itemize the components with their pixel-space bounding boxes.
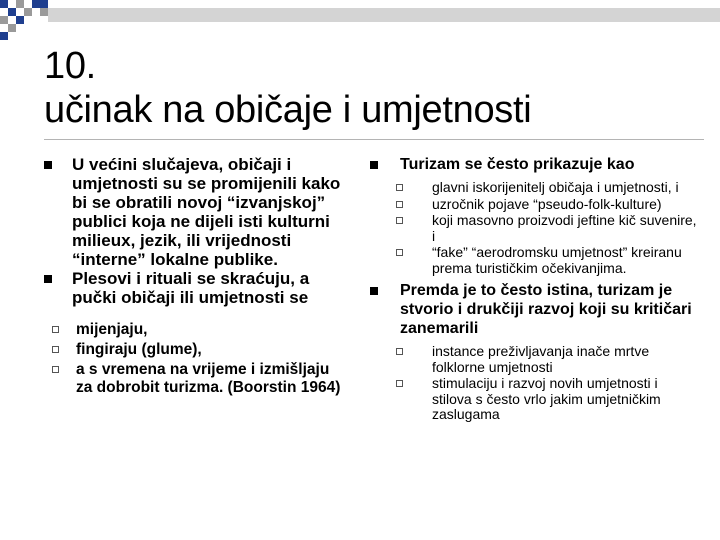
sub-bullet-text: glavni iskorijenitelj običaja i umjetnosti, i [432, 179, 679, 195]
sub-bullet-text: stimulaciju i razvoj novih umjetnosti i stilova s često vrlo jakim umjetničkim zaslugama [432, 375, 661, 422]
bullet-item [370, 155, 700, 174]
bullet-text: Premda je to često istina, turizam je stvorio i drukčiji razvoj koji su kritičari zanemarili [400, 282, 692, 337]
deco-square [16, 16, 24, 24]
bullet-item [44, 269, 349, 307]
sub-bullet-list [370, 180, 700, 276]
hollow-square-bullet-icon [396, 184, 403, 191]
sub-bullet-item [370, 197, 700, 213]
bullet-item [370, 281, 700, 338]
sub-bullet-text: “fake” “aerodromsku umjetnost” kreiranu prema turističkim očekivanjima. [432, 244, 682, 276]
hollow-square-bullet-icon [52, 346, 59, 353]
deco-square [24, 8, 32, 16]
square-bullet-icon [370, 161, 378, 169]
sub-bullet-item [370, 213, 700, 244]
square-bullet-icon [44, 275, 52, 283]
bullet-text: Turizam se često prikazuje kao [400, 156, 635, 173]
sub-bullet-text: koji masovno proizvodi jeftine kič suvenire, i [432, 212, 697, 244]
sub-bullet-item [44, 341, 349, 359]
title-divider [44, 139, 704, 140]
hollow-square-bullet-icon [396, 348, 403, 355]
deco-square [0, 16, 8, 24]
sub-bullet-item [370, 245, 700, 276]
deco-square [40, 8, 48, 16]
deco-square [32, 0, 40, 8]
sub-bullet-item [44, 361, 349, 397]
sub-bullet-list [44, 321, 349, 397]
hollow-square-bullet-icon [396, 201, 403, 208]
bullet-text: Plesovi i rituali se skraćuju, a pučki običaji ili umjetnosti se [72, 269, 310, 307]
slide-title [44, 44, 704, 132]
deco-square [8, 8, 16, 16]
hollow-square-bullet-icon [52, 366, 59, 373]
sub-bullet-text: fingiraju (glume), [76, 341, 202, 358]
hollow-square-bullet-icon [396, 217, 403, 224]
right-column [370, 155, 700, 424]
sub-bullet-item [370, 344, 700, 375]
square-bullet-icon [370, 287, 378, 295]
slide-title-number: 10. [44, 45, 96, 87]
deco-square [40, 0, 48, 8]
bullet-text: U većini slučajeva, običaji i umjetnosti su se promijenili kako bi se obratili novoj “izvanjskoj” publici koja ne dijeli isti kulturni milieux, jezik, ili vrijednosti “interne” lokalne publike. [72, 155, 341, 269]
deco-square [0, 0, 8, 8]
left-column [44, 155, 349, 399]
sub-bullet-text: a s vremena na vrijeme i izmišljaju za dobrobit turizma. (Boorstin 1964) [76, 361, 341, 396]
sub-bullet-text: uzročnik pojave “pseudo-folk-kulture) [432, 195, 662, 212]
deco-square [0, 32, 8, 40]
deco-square [16, 0, 24, 8]
sub-bullet-item [370, 376, 700, 423]
sub-bullet-text: instance preživljavanja inače mrtve folklorne umjetnosti [432, 343, 650, 375]
sub-bullet-text: mijenjaju, [76, 321, 148, 338]
bullet-item [44, 155, 349, 269]
sub-bullet-list [370, 344, 700, 423]
sub-bullet-item [370, 180, 700, 196]
header-decoration [0, 0, 720, 40]
square-bullet-icon [44, 161, 52, 169]
sub-bullet-item [44, 321, 349, 339]
slide-title-text: učinak na običaje i umjetnosti [44, 89, 532, 131]
hollow-square-bullet-icon [52, 326, 59, 333]
hollow-square-bullet-icon [396, 380, 403, 387]
deco-bar [48, 8, 720, 22]
hollow-square-bullet-icon [396, 249, 403, 256]
deco-square [8, 24, 16, 32]
